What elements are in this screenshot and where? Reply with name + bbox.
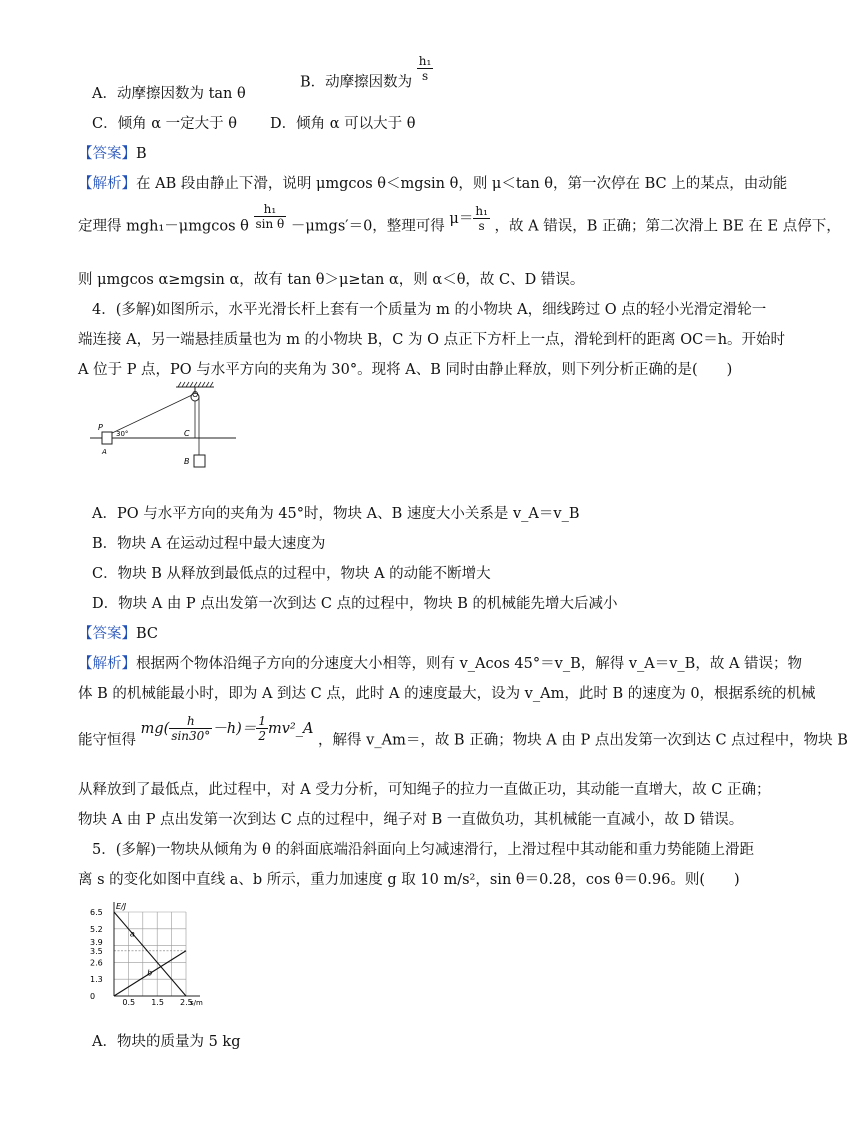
fraction-numerator: h xyxy=(169,714,212,729)
q4-analysis-line-4: 从释放到了最低点，此过程中，对 A 受力分析，可知绳子的拉力一直做正功，其动能一直增大，故 C 正确； xyxy=(78,782,771,798)
analysis-text: 能守恒得 xyxy=(78,732,136,749)
equation-part: mv²_A xyxy=(267,720,314,737)
q3-option-b xyxy=(300,54,433,97)
fraction-denominator: s xyxy=(421,69,429,83)
q5-option-a: A．物块的质量为 5 kg xyxy=(92,1034,241,1050)
q4-option-a: A．PO 与水平方向的夹角为 45°时，物块 A、B 速度大小关系是 v_A＝v_B xyxy=(92,506,580,522)
fraction-numerator: 1 xyxy=(258,714,266,728)
q4-option-b: B．物块 A 在运动过程中最大速度为 xyxy=(92,536,326,552)
analysis-tag: 【解析】 xyxy=(78,656,136,672)
label-c: C xyxy=(184,429,190,438)
q4-pulley-figure xyxy=(88,380,238,470)
q4-analysis-line-5: 物块 A 由 P 点出发第一次到达 C 点的过程中，绳子对 B 一直做负功，其机械能一直减小，故 D 错误。 xyxy=(78,812,744,828)
equation-part: －h)＝ xyxy=(212,720,257,737)
mu-symbol: μ＝ xyxy=(449,210,474,227)
chart-y-tick-label: 0 xyxy=(90,992,96,1001)
q3-option-a: A．动摩擦因数为 tan θ xyxy=(92,86,246,102)
analysis-text: 在 AB 段由静止下滑，说明 μmgcos θ＜mgsin θ，则 μ＜tan θ，第一次停在 BC 上的某点，由动能 xyxy=(136,176,788,192)
energy-equation xyxy=(140,714,318,743)
label-a: A xyxy=(102,448,107,456)
chart-y-tick-label: 1.3 xyxy=(90,975,103,985)
fraction-h1-sin xyxy=(254,202,287,231)
chart-y-tick-label: 3.9 xyxy=(90,938,103,948)
rope-po xyxy=(110,395,192,434)
label-p: P xyxy=(98,423,103,432)
q3-option-c: C．倾角 α 一定大于 θ xyxy=(92,116,237,132)
analysis-text: 根据两个物体沿绳子方向的分速度大小相等，则有 v_Acos 45°＝v_B，解得 v_A＝v_B，故 A 错误；物 xyxy=(136,656,803,672)
fraction-numerator: h₁ xyxy=(475,204,488,218)
chart-series-label-a: a xyxy=(129,929,135,939)
block-a xyxy=(102,432,112,444)
q4-stem-line-3: A 位于 P 点，PO 与水平方向的夹角为 30°。现将 A、B 同时由静止释放，则下列分析正确的是( ) xyxy=(78,362,733,378)
q4-analysis-line-2: 体 B 的机械能最小时，即为 A 到达 C 点，此时 A 的速度最大，设为 v_Am，此时 B 的速度为 0，根据系统的机械 xyxy=(78,686,816,702)
q3-answer xyxy=(78,142,147,163)
q4-analysis-line-1 xyxy=(78,652,802,673)
label-b: B xyxy=(184,457,190,466)
chart-y-tick-label: 6.5 xyxy=(90,908,103,917)
q5-stem-line-2: 离 s 的变化如图中直线 a、b 所示，重力加速度 g 取 10 m/s²，sin θ＝0.28，cos θ＝0.96。则( ) xyxy=(78,872,740,888)
chart-y-tick-label: 5.2 xyxy=(90,924,103,934)
ceiling-hatch xyxy=(178,382,213,387)
equation-fraction xyxy=(169,714,212,743)
analysis-text: ，解得 v_Am＝，故 B 正确；物块 A 由 P 点出发第一次到达 C 点过程中，物块 B xyxy=(318,732,848,749)
q3-analysis-line-1 xyxy=(78,172,787,193)
fraction-numerator: h₁ xyxy=(254,202,287,217)
analysis-text: ，故 A 错误，B 正确；第二次滑上 BE 在 E 点停下， xyxy=(494,218,841,235)
equation-half xyxy=(256,714,268,743)
q5-energy-chart xyxy=(86,900,226,1010)
fraction-denominator: s xyxy=(478,219,485,233)
chart-x-tick-label: 0.5 xyxy=(122,998,136,1007)
answer-value: BC xyxy=(136,626,159,642)
q3-analysis-line-3: 则 μmgcos α≥mgsin α，故有 tan θ＞μ≥tan α，则 α＜θ，故 C、D 错误。 xyxy=(78,272,585,288)
analysis-text: 定理得 mgh₁－μmgcos θ xyxy=(78,218,249,235)
chart-y-tick-label: 2.6 xyxy=(90,958,103,968)
chart-x-tick-label: 1.5 xyxy=(151,998,164,1007)
q4-option-c: C．物块 B 从释放到最低点的过程中，物块 A 的动能不断增大 xyxy=(92,566,491,582)
analysis-tag: 【解析】 xyxy=(78,176,136,192)
block-b xyxy=(194,455,205,467)
fraction-denominator: sin30° xyxy=(171,729,211,743)
answer-tag: 【答案】 xyxy=(78,626,136,642)
q3-option-b-fraction xyxy=(417,54,434,83)
chart-x-axis-label: s/m xyxy=(190,999,203,1007)
q5-stem-line-1: 5．(多解)一物块从倾角为 θ 的斜面底端沿斜面向上匀减速滑行，上滑过程中其动能和重力势能随上滑距 xyxy=(92,842,754,858)
answer-tag: 【答案】 xyxy=(78,146,136,162)
q4-option-d: D．物块 A 由 P 点出发第一次到达 C 点的过程中，物块 B 的机械能先增大后减小 xyxy=(92,596,618,612)
fraction-numerator: h₁ xyxy=(418,54,432,68)
q3-option-d: D．倾角 α 可以大于 θ xyxy=(270,116,416,132)
q3-analysis-line-2 xyxy=(78,202,841,241)
fraction-denominator: 2 xyxy=(258,729,266,743)
chart-series-a xyxy=(114,912,186,996)
label-angle: 30° xyxy=(116,430,129,438)
q4-stem-line-2: 端连接 A，另一端悬挂质量也为 m 的小物块 B，C 为 O 点正下方杆上一点，滑轮到杆的距离 OC＝h。开始时 xyxy=(78,332,786,348)
q4-analysis-line-3 xyxy=(78,714,848,755)
q4-answer xyxy=(78,622,158,643)
answer-value: B xyxy=(136,146,147,162)
chart-series-label-b: b xyxy=(147,968,153,978)
chart-y-axis-label: E/J xyxy=(116,902,127,911)
q3-option-b-text: B．动摩擦因数为 xyxy=(300,74,413,91)
chart-y-tick-label: 3.5 xyxy=(90,946,103,956)
analysis-text: －μmgs′＝0，整理可得 xyxy=(290,218,445,235)
fraction-h1-s xyxy=(473,204,490,233)
q4-stem-line-1: 4．(多解)如图所示，水平光滑长杆上套有一个质量为 m 的小物块 A，细线跨过 O 点的轻小光滑定滑轮一 xyxy=(92,302,767,318)
chart-x-tick-label: 2.5 xyxy=(180,998,193,1007)
label-o: O xyxy=(192,390,199,399)
fraction-denominator: sin θ xyxy=(255,217,285,231)
equation-part: mg( xyxy=(140,720,170,737)
